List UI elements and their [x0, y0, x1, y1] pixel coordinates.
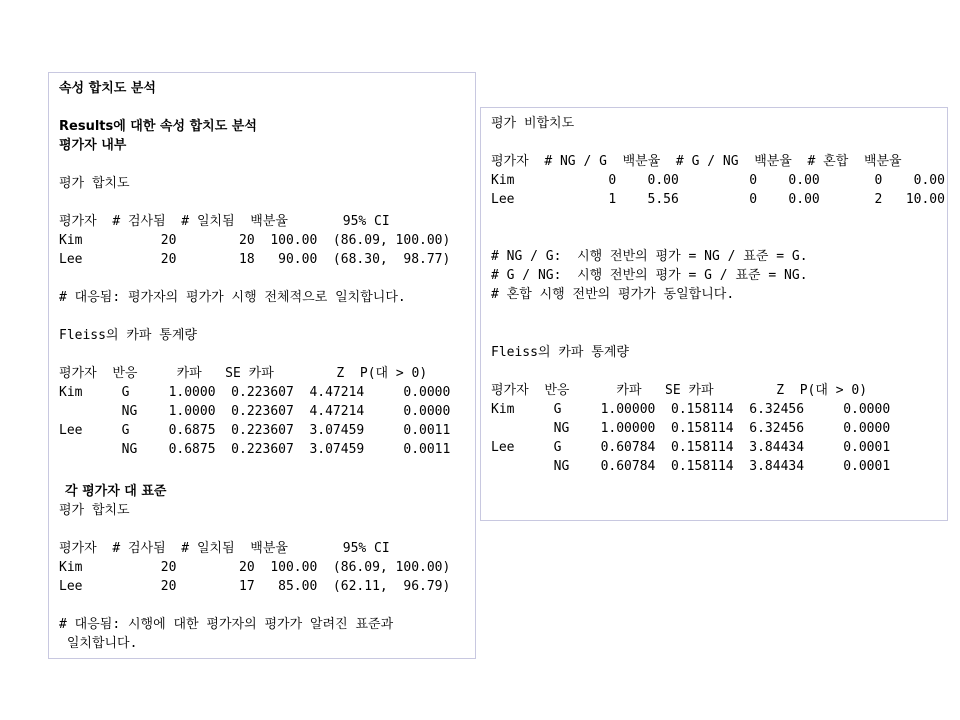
- kappa-title: Fleiss의 카파 통계량: [491, 345, 629, 360]
- table-row: Lee G 0.6875 0.223607 3.07459 0.0011: [59, 423, 451, 438]
- table-row: NG 1.0000 0.223607 4.47214 0.0000: [59, 404, 451, 419]
- table-row: Kim G 1.00000 0.158114 6.32456 0.0000: [491, 402, 891, 417]
- vs-note-line2: 일치합니다.: [59, 636, 138, 651]
- section-title: 속성 합치도 분석: [59, 81, 156, 96]
- results-title: Results에 대한 속성 합치도 분석: [59, 119, 257, 134]
- note-line: # 혼합 시행 전반의 평가가 동일합니다.: [491, 287, 735, 302]
- disagreement-title: 평가 비합치도: [491, 116, 575, 131]
- vs-note-line1: # 대응됨: 시행에 대한 평가자의 평가가 알려진 표준과: [59, 617, 394, 632]
- table-row: NG 1.00000 0.158114 6.32456 0.0000: [491, 421, 891, 436]
- table-row: Kim G 1.0000 0.223607 4.47214 0.0000: [59, 385, 451, 400]
- vs-table-header: 평가자 # 검사됨 # 일치됨 백분율 95% CI: [59, 541, 390, 556]
- table-row: NG 0.60784 0.158114 3.84434 0.0001: [491, 459, 891, 474]
- disagreement-table-header: 평가자 # NG / G 백분율 # G / NG 백분율 # 혼합 백분율: [491, 154, 902, 169]
- vs-agreement-label: 평가 합치도: [59, 503, 130, 518]
- table-row: NG 0.6875 0.223607 3.07459 0.0011: [59, 442, 451, 457]
- within-kappa-title: Fleiss의 카파 통계량: [59, 328, 197, 343]
- kappa-table-header: 평가자 반응 카파 SE 카파 Z P(대 > 0): [491, 383, 868, 398]
- within-table-header: 평가자 # 검사됨 # 일치됨 백분율 95% CI: [59, 214, 390, 229]
- note-line: # NG / G: 시행 전반의 평가 = NG / 표준 = G.: [491, 249, 808, 264]
- within-agreement-label: 평가 합치도: [59, 176, 130, 191]
- table-row: Lee 20 18 90.00 (68.30, 98.77): [59, 252, 451, 267]
- vs-standard-title: 각 평가자 대 표준: [65, 484, 167, 499]
- attribute-agreement-output-panel: [48, 72, 476, 659]
- table-row: Lee G 0.60784 0.158114 3.84434 0.0001: [491, 440, 891, 455]
- table-row: Lee 1 5.56 0 0.00 2 10.00: [491, 192, 945, 207]
- table-row: Kim 20 20 100.00 (86.09, 100.00): [59, 233, 451, 248]
- table-row: Kim 20 20 100.00 (86.09, 100.00): [59, 560, 451, 575]
- within-appraiser-title: 평가자 내부: [59, 138, 127, 153]
- table-row: Lee 20 17 85.00 (62.11, 96.79): [59, 579, 451, 594]
- note-line: # G / NG: 시행 전반의 평가 = G / 표준 = NG.: [491, 268, 808, 283]
- within-note: # 대응됨: 평가자의 평가가 시행 전체적으로 일치합니다.: [59, 290, 406, 305]
- within-kappa-header: 평가자 반응 카파 SE 카파 Z P(대 > 0): [59, 366, 428, 381]
- disagreement-output-panel: [480, 107, 948, 521]
- table-row: Kim 0 0.00 0 0.00 0 0.00: [491, 173, 945, 188]
